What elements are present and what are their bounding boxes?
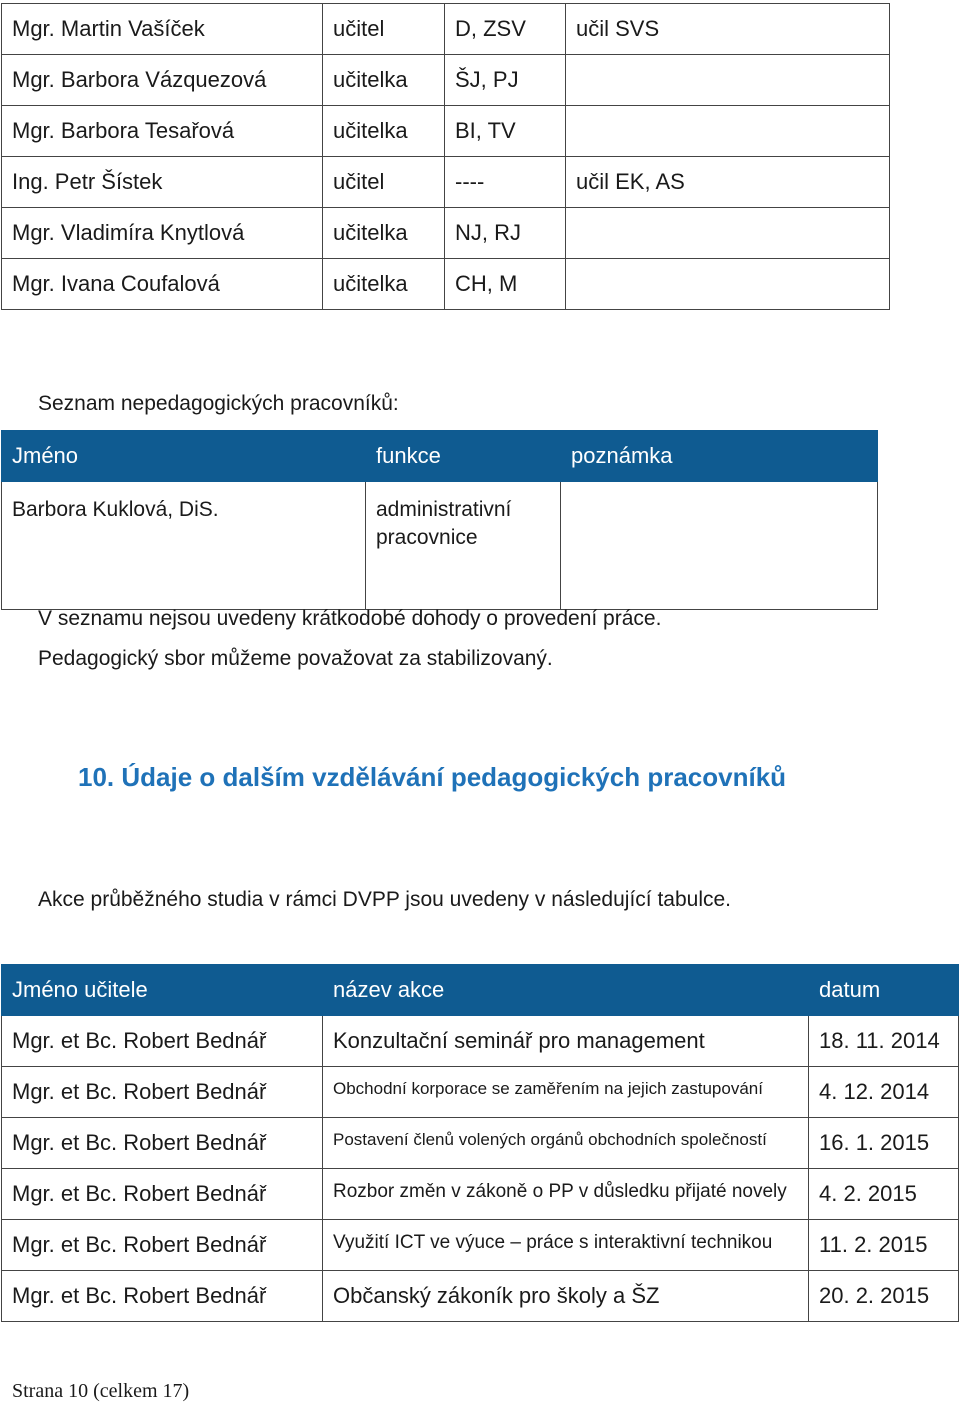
table-row (2, 1169, 959, 1220)
staff-subjects: ---- (445, 157, 566, 208)
header-name: Jméno (2, 431, 366, 482)
dvpp-teacher: Mgr. et Bc. Robert Bednář (2, 1271, 323, 1322)
table-row (2, 1016, 959, 1067)
header-function: funkce (366, 431, 561, 482)
staff-role: učitel (323, 157, 445, 208)
table-row (2, 1067, 959, 1118)
staff-name: Mgr. Barbora Vázquezová (2, 55, 323, 106)
table-row (2, 482, 878, 610)
table-row (2, 106, 890, 157)
dvpp-date: 18. 11. 2014 (809, 1016, 959, 1067)
nonped-function (366, 482, 561, 610)
nonped-name: Barbora Kuklová, DiS. (2, 482, 366, 610)
table-header-row (2, 965, 959, 1016)
nonped-function-line1: administrativní (376, 498, 512, 521)
table-row (2, 1220, 959, 1271)
dvpp-table (1, 964, 959, 1322)
dvpp-date: 4. 12. 2014 (809, 1067, 959, 1118)
dvpp-teacher: Mgr. et Bc. Robert Bednář (2, 1169, 323, 1220)
staff-name: Mgr. Ivana Coufalová (2, 259, 323, 310)
table-row (2, 4, 890, 55)
staff-name: Mgr. Vladimíra Knytlová (2, 208, 323, 259)
section-intro: Akce průběžného studia v rámci DVPP jsou uvedeny v následující tabulce. (38, 888, 731, 911)
staff-role: učitel (323, 4, 445, 55)
nonped-note-line1: V seznamu nejsou uvedeny krátkodobé dohody o provedení práce. (38, 607, 662, 630)
staff-name: Ing. Petr Šístek (2, 157, 323, 208)
staff-subjects: D, ZSV (445, 4, 566, 55)
table-row (2, 55, 890, 106)
nonped-table (1, 430, 878, 610)
staff-table (1, 3, 890, 310)
dvpp-event: Občanský zákoník pro školy a ŠZ (323, 1271, 809, 1322)
staff-role: učitelka (323, 208, 445, 259)
staff-note (566, 55, 890, 106)
table-row (2, 208, 890, 259)
staff-subjects: ŠJ, PJ (445, 55, 566, 106)
header-teacher: Jméno učitele (2, 965, 323, 1016)
nonped-note (561, 482, 878, 610)
staff-note (566, 106, 890, 157)
header-date: datum (809, 965, 959, 1016)
section-heading: 10. Údaje o dalším vzdělávání pedagogických pracovníků (78, 762, 787, 792)
nonped-note-line2: Pedagogický sbor můžeme považovat za stabilizovaný. (38, 647, 553, 670)
staff-subjects: CH, M (445, 259, 566, 310)
dvpp-date: 16. 1. 2015 (809, 1118, 959, 1169)
table-row (2, 1271, 959, 1322)
dvpp-event: Využití ICT ve výuce – práce s interaktivní technikou (323, 1220, 809, 1271)
dvpp-date: 11. 2. 2015 (809, 1220, 959, 1271)
dvpp-event: Postavení členů volených orgánů obchodních společností (323, 1118, 809, 1169)
dvpp-teacher: Mgr. et Bc. Robert Bednář (2, 1220, 323, 1271)
staff-role: učitelka (323, 259, 445, 310)
table-row (2, 1118, 959, 1169)
dvpp-teacher: Mgr. et Bc. Robert Bednář (2, 1118, 323, 1169)
table-row (2, 157, 890, 208)
staff-subjects: BI, TV (445, 106, 566, 157)
dvpp-event: Konzultační seminář pro management (323, 1016, 809, 1067)
header-note: poznámka (561, 431, 878, 482)
dvpp-date: 4. 2. 2015 (809, 1169, 959, 1220)
staff-note: učil SVS (566, 4, 890, 55)
header-event: název akce (323, 965, 809, 1016)
staff-note: učil EK, AS (566, 157, 890, 208)
staff-subjects: NJ, RJ (445, 208, 566, 259)
table-row (2, 259, 890, 310)
staff-note (566, 259, 890, 310)
nonped-function-line2: pracovnice (376, 526, 478, 549)
dvpp-teacher: Mgr. et Bc. Robert Bednář (2, 1067, 323, 1118)
dvpp-date: 20. 2. 2015 (809, 1271, 959, 1322)
staff-name: Mgr. Barbora Tesařová (2, 106, 323, 157)
nonped-intro: Seznam nepedagogických pracovníků: (38, 392, 399, 415)
staff-note (566, 208, 890, 259)
page-footer: Strana 10 (celkem 17) (12, 1380, 190, 1402)
dvpp-teacher: Mgr. et Bc. Robert Bednář (2, 1016, 323, 1067)
table-header-row (2, 431, 878, 482)
staff-name: Mgr. Martin Vašíček (2, 4, 323, 55)
staff-role: učitelka (323, 106, 445, 157)
dvpp-event: Rozbor změn v zákoně o PP v důsledku přijaté novely (323, 1169, 809, 1220)
dvpp-event: Obchodní korporace se zaměřením na jejich zastupování (323, 1067, 809, 1118)
staff-role: učitelka (323, 55, 445, 106)
